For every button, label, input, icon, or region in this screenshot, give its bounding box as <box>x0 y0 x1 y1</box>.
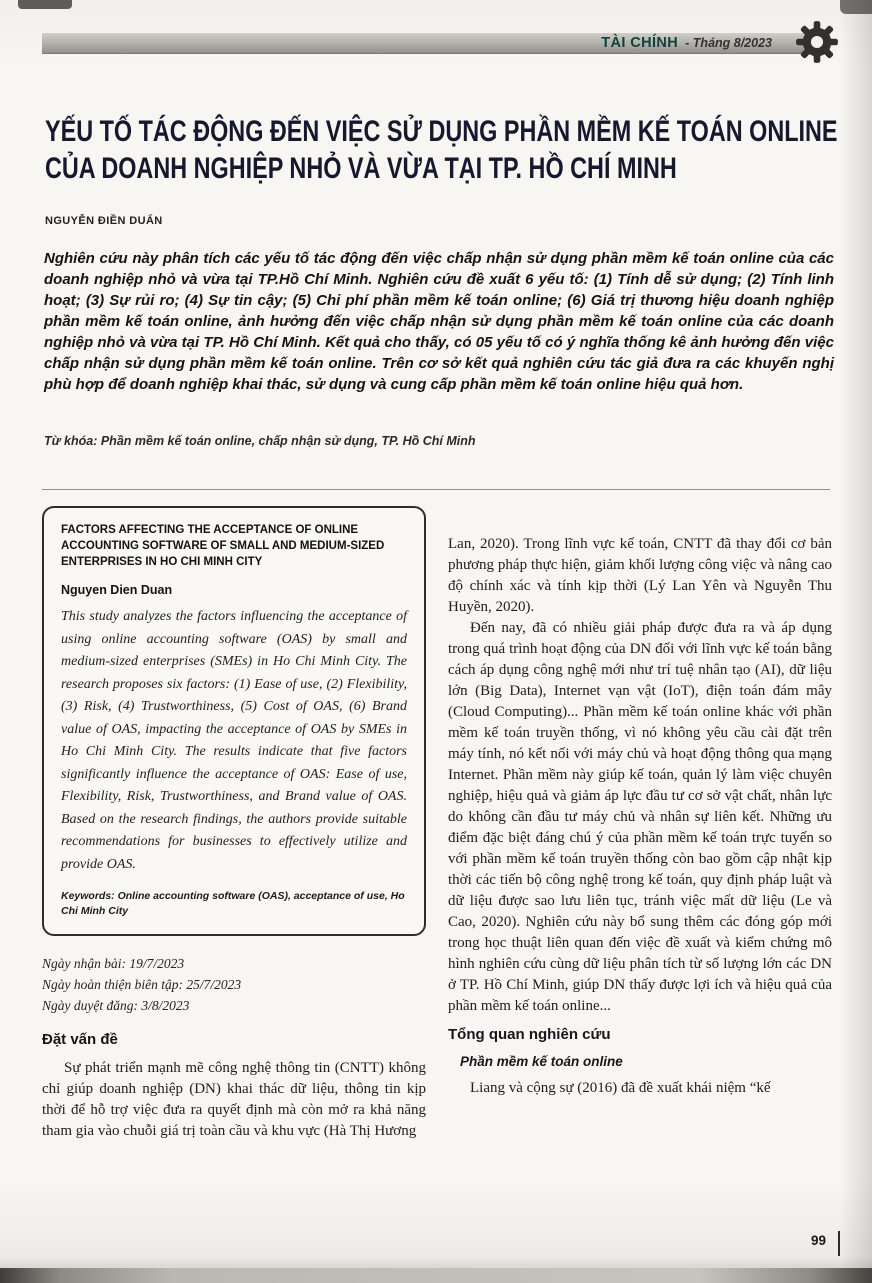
body-paragraph-continuation: Lan, 2020). Trong lĩnh vực kế toán, CNTT đã thay đổi cơ bản phương pháp thực hiện, giảm khối lượng công việc và nâng cao độ chính xác và tính kịp thời (Lý Lan Yên và Nguyễn Thu Huyền, 2020). <box>448 536 832 615</box>
subsection-heading-online-accounting-software: Phần mềm kế toán online <box>460 1054 623 1069</box>
page-number: 99 <box>811 1231 840 1256</box>
english-abstract-title: FACTORS AFFECTING THE ACCEPTANCE OF ONLINE ACCOUNTING SOFTWARE OF SMALL AND MEDIUM-SIZED ENTERPRISES IN HO CHI MINH CITY <box>61 524 385 568</box>
intro-paragraph: Sự phát triển mạnh mẽ công nghệ thông tin (CNTT) không chỉ giúp doanh nghiệp (DN) khai thác dữ liệu, thông tin kịp thời để hỗ trợ việc đưa ra quyết định mà còn mở ra khả năng tham gia vào chuỗi giá trị toàn cầu và khu vực (Hà Thị Hương <box>42 1060 426 1139</box>
page-footer <box>811 1231 840 1256</box>
article-title-line2: CỦA DOANH NGHIỆP NHỎ VÀ VỪA TẠI TP. HỒ CHÍ MINH <box>45 152 677 185</box>
body-paragraph-2: Đến nay, đã có nhiều giải pháp được đưa ra và áp dụng trong quá trình hoạt động của DN đối với lĩnh vực kế toán bằng cách áp dụng công nghệ mới như trí tuệ nhân tạo (AI), dữ liệu lớn (Big Data), Internet vạn vật (IoT), điện toán đám mây (Cloud Computing)... Phần mềm kế toán online khác với phần mềm kế toán truyền thống, vì nó không yêu cầu cài đặt trên máy tính, nó kết nối với máy chủ và hoạt động thông qua mạng Internet. Phần mềm này giúp kế toán, quản lý làm việc chuyên nghiệp, hiệu quả và giảm áp lực đầu tư cơ sở vật chất, nhân lực do không cần đầu tư máy chủ và nhân sự liên kết. Những ưu điểm đặc biệt đáng chú ý của phần mềm kế toán trực tuyến so với phần mềm kế toán truyền thống còn bao gồm cập nhật kịp thời các tiến bộ công nghệ trong kế toán, quy định pháp luật và dữ liệu được sao lưu liên tục, tránh việc mất dữ liệu (Le và Cao, 2020). Nghiên cứu này bổ sung thêm các đóng góp mới trong học thuật liên quan đến việc đề xuất và kiểm chứng mô hình nghiên cứu cùng dữ liệu phân tích từ số lượng lớn các DN ở TP. Hồ Chí Minh, giúp DN thấy được lợi ích và hiệu quả của phần mềm kế toán online... <box>448 620 832 1014</box>
english-abstract-keywords: Keywords: Online accounting software (OAS), acceptance of use, Ho Chi Minh City <box>61 890 405 917</box>
english-abstract-author: Nguyen Dien Duan <box>61 583 173 597</box>
scan-artifact-bottom <box>0 1268 872 1283</box>
scan-artifact-top-left <box>18 0 72 9</box>
author-name: NGUYỄN ĐIỀN DUẨN <box>45 215 163 227</box>
right-column <box>448 506 832 1142</box>
journal-name: TÀI CHÍNH <box>601 35 679 51</box>
two-column-body <box>42 506 832 1142</box>
section-divider <box>42 489 830 490</box>
date-received: Ngày nhận bài: 19/7/2023 <box>42 956 185 971</box>
english-abstract-text: This study analyzes the factors influencing the acceptance of using online accounting software (OAS) by small and medium-sized enterprises (SMEs) in Ho Chi Minh City. The research proposes six factors: (1) Ease of use, (2) Flexibility, (3) Risk, (4) Trustworthiness, (5) Cost of OAS, (6) Brand value of OAS, impacting the acceptance of OAS by SMEs in Ho Chi Minh City. The results indicate that five factors significantly influence the acceptance of OAS: Ease of use, Flexibility, Risk, Trustworthiness, and Brand value of OAS. Based on the research findings, the authors provide suitable recommendations for businesses to effectively utilize and provide OAS. <box>61 609 407 872</box>
abstract-vietnamese: Nghiên cứu này phân tích các yếu tố tác động đến việc chấp nhận sử dụng phần mềm kế toán online của các doanh nghiệp nhỏ và vừa tại TP.Hồ Chí Minh. Nghiên cứu đề xuất 6 yếu tố: (1) Tính dễ sử dụng; (2) Tính linh hoạt; (3) Sự rủi ro; (4) Sự tin cậy; (5) Chi phí phần mềm kế toán online; (6) Giá trị thương hiệu doanh nghiệp phần mềm kế toán online, ảnh hưởng đến việc chấp nhận sử dụng phần mềm kế toán online của các doanh nghiệp nhỏ và vừa tại TP. Hồ Chí Minh. Kết quả cho thấy, có 05 yếu tố có ý nghĩa thống kê ảnh hưởng đến việc chấp nhận sử dụng phần mềm kế toán online. Trên cơ sở kết quả nghiên cứu tác giả đưa ra các khuyến nghị phù hợp để doanh nghiệp khai thác, sử dụng và cung cấp phần mềm kế toán online hiệu quả hơn. <box>44 250 834 393</box>
body-paragraph-3: Liang và cộng sự (2016) đã đề xuất khái niệm “kế <box>470 1080 771 1096</box>
scan-edge-shadow <box>840 0 872 1283</box>
article-title-line1: YẾU TỐ TÁC ĐỘNG ĐẾN VIỆC SỬ DỤNG PHẦN MỀM KẾ TOÁN ONLINE <box>45 115 838 148</box>
gear-icon <box>795 20 839 64</box>
date-accepted: Ngày duyệt đăng: 3/8/2023 <box>42 998 190 1013</box>
journal-issue-date: - Tháng 8/2023 <box>685 36 772 50</box>
submission-dates <box>42 953 426 1016</box>
date-revised: Ngày hoàn thiện biên tập: 25/7/2023 <box>42 977 242 992</box>
article-title <box>45 113 838 187</box>
journal-header-bar <box>42 33 830 54</box>
keywords-vietnamese: Từ khóa: Phần mềm kế toán online, chấp nhận sử dụng, TP. Hồ Chí Minh <box>44 434 476 448</box>
section-heading-problem-statement: Đặt vấn đề <box>42 1031 118 1048</box>
section-heading-literature-overview: Tổng quan nghiên cứu <box>448 1026 611 1043</box>
left-column <box>42 506 426 1142</box>
journal-logo <box>795 20 839 64</box>
scan-artifact-top-right <box>840 0 872 14</box>
scan-artifact-bottom-shadow <box>0 1256 872 1268</box>
english-abstract-box <box>42 506 426 936</box>
